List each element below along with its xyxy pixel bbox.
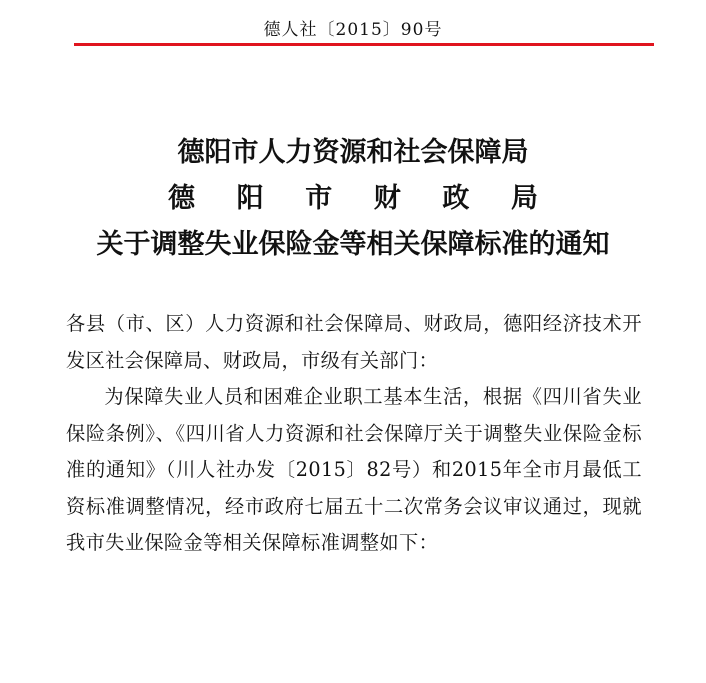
- title-issuer-finance: [168, 176, 538, 222]
- document-title: [0, 130, 706, 268]
- title-issuer-hrss: 德阳市人力资源和社会保障局: [177, 137, 529, 168]
- document-number: 德人社〔2015〕90号: [263, 20, 443, 40]
- title-subject: 关于调整失业保险金等相关保障标准的通知: [96, 229, 610, 260]
- body-paragraph: 为保障失业人员和困难企业职工基本生活，根据《四川省失业保险条例》、《四川省人力资源和社会保障厅关于调整失业保险金标准的通知》（川人社办发〔2015〕82号）和2015年全市月最低工资标准调整情况，经市政府七届五十二次常务会议审议通过，现就我市失业保险金等相关保障标准调整如下：: [66, 385, 642, 554]
- red-header-rule: [74, 43, 654, 46]
- recipients-paragraph: 各县（市、区）人力资源和社会保障局、财政局，德阳经济技术开发区社会保障局、财政局，市级有关部门：: [66, 312, 642, 372]
- title-char: 政: [442, 183, 470, 214]
- title-char: 德: [168, 183, 195, 214]
- title-char: 财: [373, 183, 401, 214]
- title-char: 市: [305, 183, 333, 214]
- title-char: 局: [510, 183, 538, 214]
- document-body: [66, 306, 642, 562]
- title-char: 阳: [236, 183, 264, 214]
